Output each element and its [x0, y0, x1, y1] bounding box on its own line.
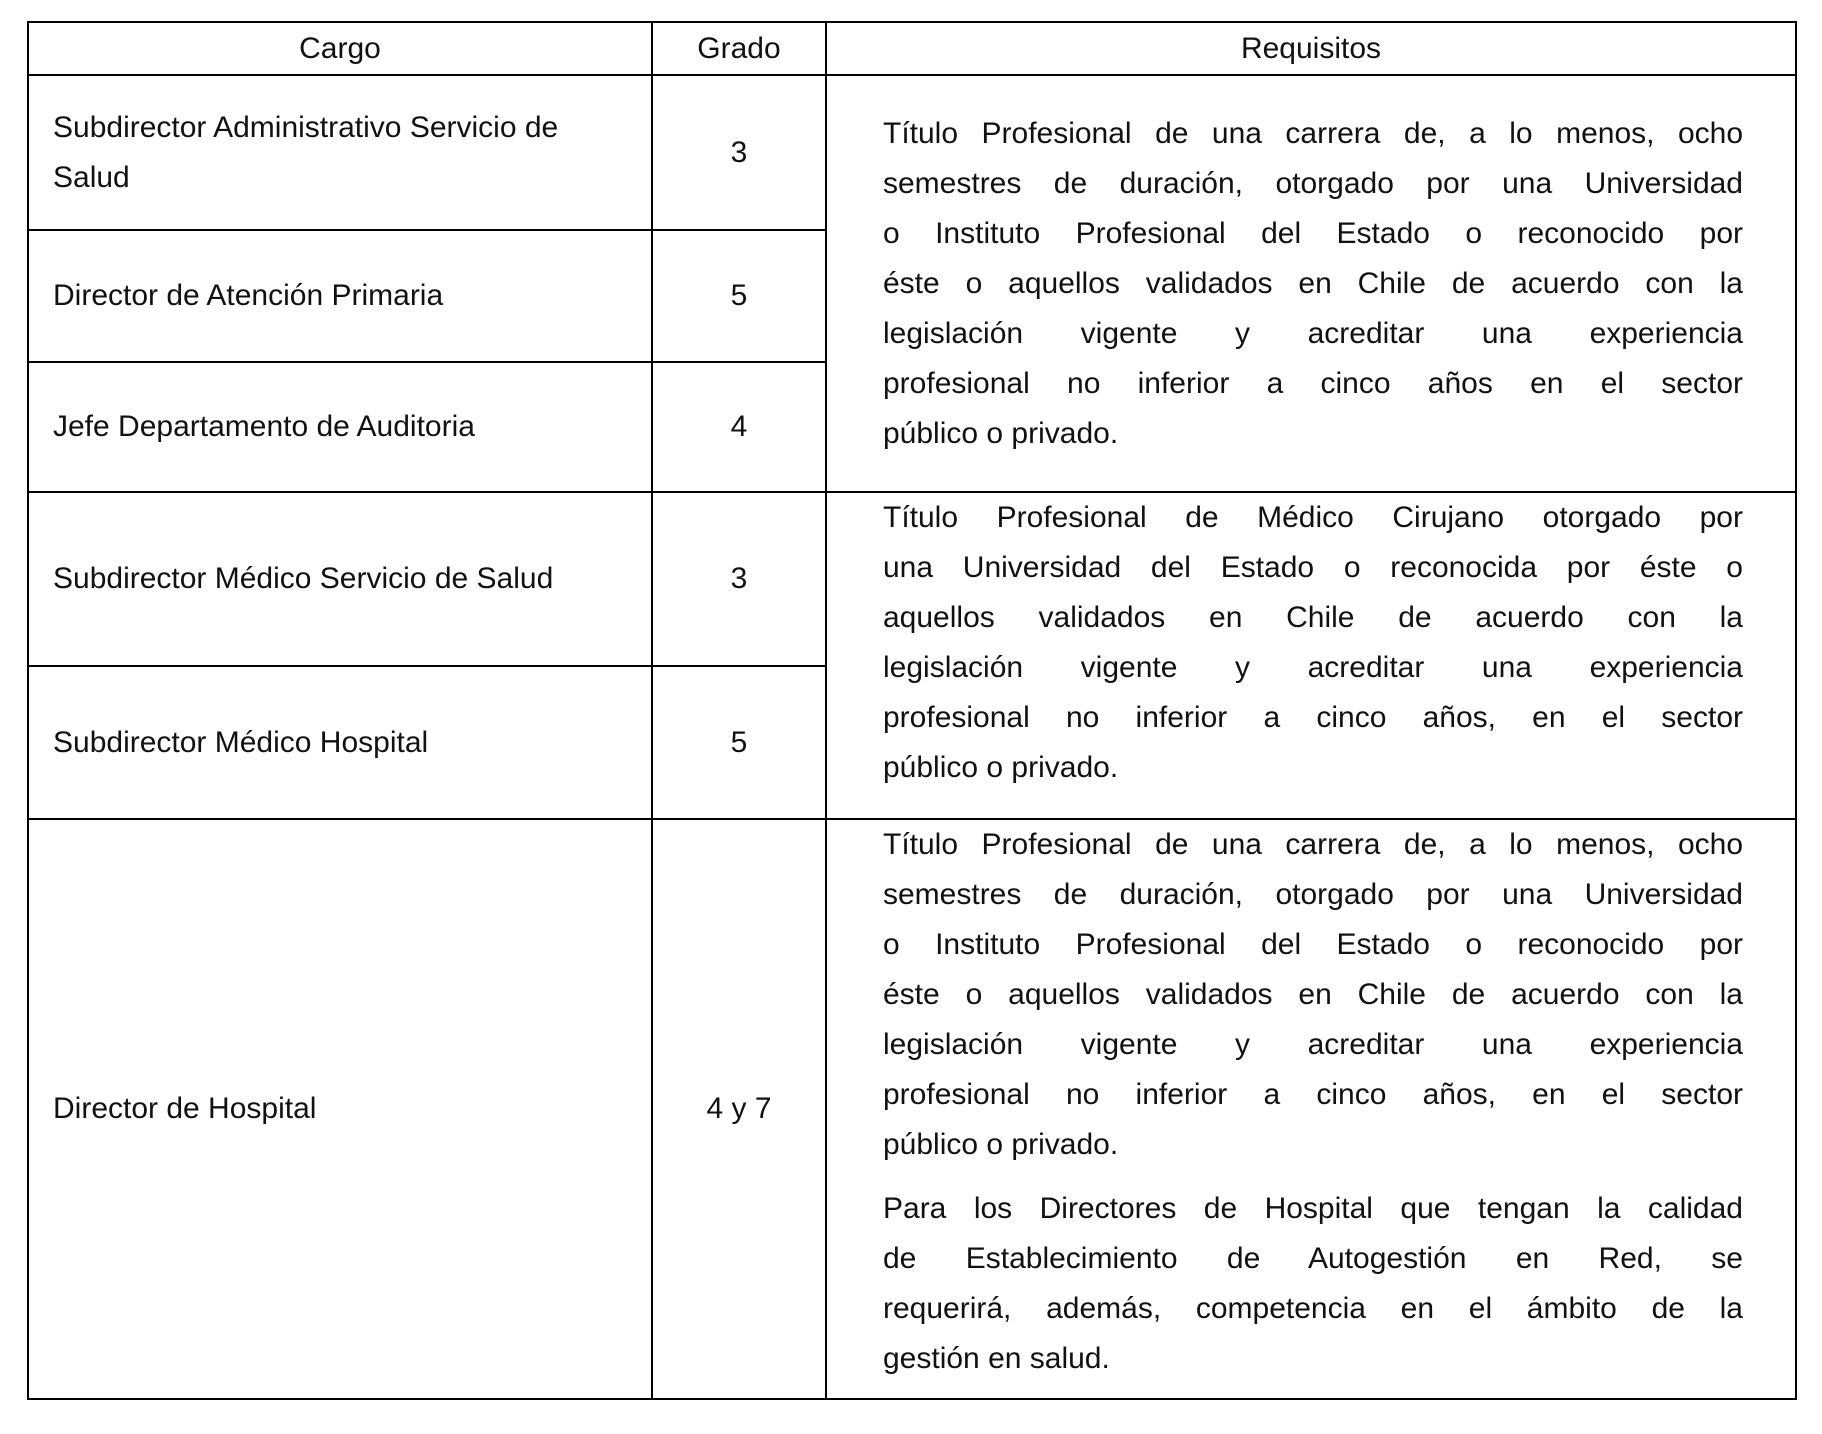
requisitos-line: gestión en salud. [883, 1342, 1110, 1375]
requisitos-text [883, 109, 1743, 459]
requisitos-line: legislación vigente y acreditar una experiencia [883, 1028, 1743, 1061]
header-cargo: Cargo [28, 22, 652, 75]
requisitos-line: legislación vigente y acreditar una experiencia [883, 316, 1743, 350]
cargo-cell: Subdirector Médico Servicio de Salud [28, 492, 652, 666]
table-row [28, 492, 1796, 666]
requisitos-line: Título Profesional de Médico Cirujano otorgado por [883, 501, 1743, 534]
requisitos-cell [826, 492, 1796, 819]
requisitos-note [883, 1184, 1743, 1384]
requisitos-line: legislación vigente y acreditar una experiencia [883, 651, 1743, 684]
requisitos-line: semestres de duración, otorgado por una Universidad [883, 166, 1743, 200]
requisitos-line: público o privado. [883, 1128, 1119, 1161]
requisitos-line: éste o aquellos validados en Chile de acuerdo con la [883, 978, 1743, 1011]
cargo-cell: Subdirector Administrativo Servicio de Salud [28, 75, 652, 230]
requisitos-line: o Instituto Profesional del Estado o reconocido por [883, 216, 1743, 250]
cargo-cell: Director de Hospital [28, 819, 652, 1399]
requisitos-line: profesional no inferior a cinco años, en el sector [883, 701, 1743, 734]
requisitos-line: público o privado. [883, 416, 1119, 450]
header-grado: Grado [652, 22, 826, 75]
header-requisitos: Requisitos [826, 22, 1796, 75]
requisitos-line: requerirá, además, competencia en el ámbito de la [883, 1292, 1743, 1325]
requisitos-line: semestres de duración, otorgado por una Universidad [883, 878, 1743, 911]
grado-cell: 5 [652, 230, 826, 362]
cargo-cell: Subdirector Médico Hospital [28, 666, 652, 819]
table-row [28, 819, 1796, 1399]
requisitos-line: de Establecimiento de Autogestión en Red, se [883, 1242, 1743, 1275]
requisitos-line: éste o aquellos validados en Chile de acuerdo con la [883, 266, 1743, 300]
cargo-cell: Director de Atención Primaria [28, 230, 652, 362]
cargo-cell: Jefe Departamento de Auditoria [28, 362, 652, 492]
requisitos-cell [826, 819, 1796, 1399]
grado-cell: 3 [652, 75, 826, 230]
grado-cell: 4 [652, 362, 826, 492]
requisitos-line: profesional no inferior a cinco años en el sector [883, 366, 1743, 400]
grado-cell: 3 [652, 492, 826, 666]
requisitos-line: Para los Directores de Hospital que tengan la calidad [883, 1192, 1743, 1225]
requisitos-text [883, 820, 1743, 1170]
requisitos-line: público o privado. [883, 751, 1119, 784]
requisitos-line: una Universidad del Estado o reconocida por éste o [883, 551, 1743, 584]
table-row [28, 75, 1796, 230]
requisitos-line: o Instituto Profesional del Estado o reconocido por [883, 928, 1743, 961]
requisitos-line: Título Profesional de una carrera de, a lo menos, ocho [883, 828, 1743, 861]
cargos-table [27, 21, 1797, 1400]
requisitos-line: profesional no inferior a cinco años, en el sector [883, 1078, 1743, 1111]
grado-cell: 5 [652, 666, 826, 819]
requisitos-text [883, 493, 1743, 793]
grado-cell: 4 y 7 [652, 819, 826, 1399]
header-row [28, 22, 1796, 75]
requisitos-line: Título Profesional de una carrera de, a lo menos, ocho [883, 116, 1743, 150]
requisitos-cell [826, 75, 1796, 492]
requisitos-line: aquellos validados en Chile de acuerdo con la [883, 601, 1743, 634]
